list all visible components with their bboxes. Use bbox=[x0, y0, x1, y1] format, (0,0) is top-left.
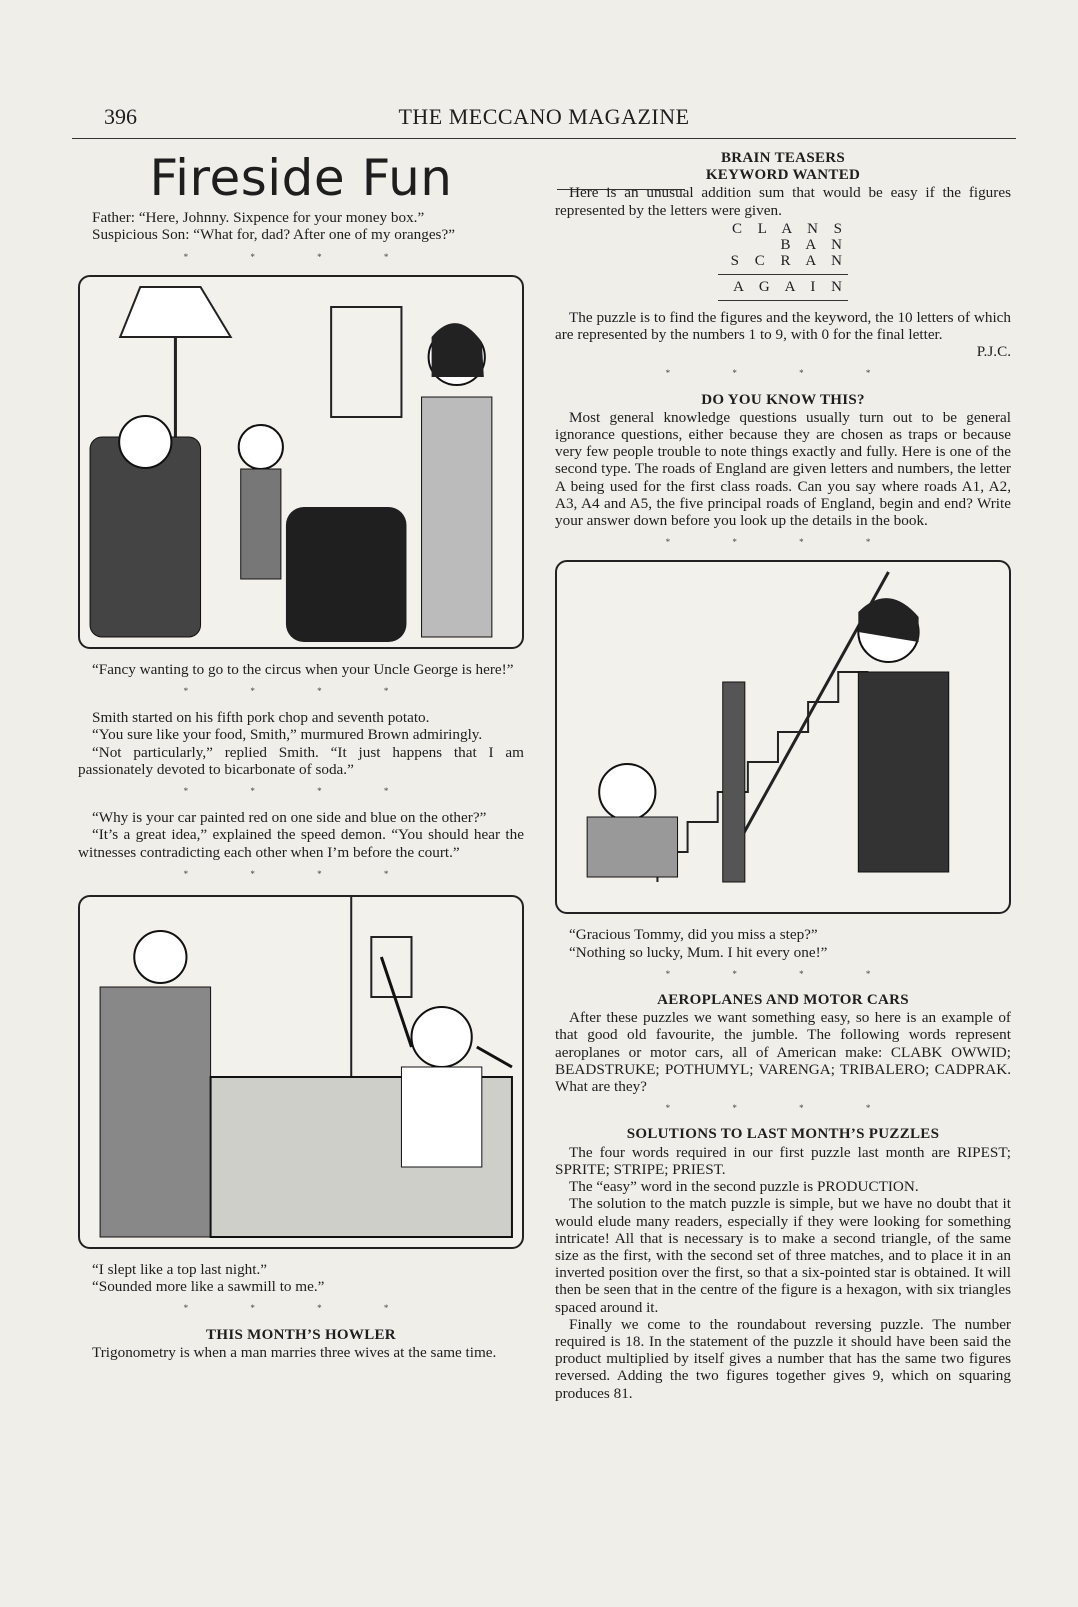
keyword-signature: P.J.C. bbox=[976, 343, 1011, 361]
know-text: Most general knowledge questions usually turn out to be general ignorance questions, either because they are chosen as traps or because very few people trouble to note things exactly and fully. Here is one of the second type. The roads of England are given letters and numbers, the letter A being used for the first class roads. Can you say where roads A1, A2, A3, A4 and A5, the five principal roads of England, begin and end? Write your answer down before you look up the details in the book. bbox=[555, 408, 1011, 530]
howler-heading: THIS MONTH’S HOWLER bbox=[206, 1326, 396, 1343]
keyword-text: The puzzle is to find the figures and the keyword, the 10 letters of which are represented by the numbers 1 to 9, with 0 for the final letter. bbox=[555, 308, 1011, 344]
sum-rule bbox=[718, 274, 848, 275]
cartoon-bedroom bbox=[78, 895, 524, 1249]
cartoon-bedroom-caption-2: “Sounded more like a sawmill to me.” bbox=[92, 1278, 325, 1296]
sum-row: S C R A N bbox=[730, 252, 848, 269]
separator-stars: * * * * bbox=[183, 251, 419, 262]
solutions-paragraph-4: Finally we come to the roundabout reversing puzzle. The number required is 18. In the statement of the puzzle it should have been said the product multiplied by itself gives a number that has the same two figures reversed. Adding the two figures together gives 9, which on squaring produces 81. bbox=[555, 1315, 1011, 1402]
cartoon-staircase bbox=[555, 560, 1011, 914]
aero-text: After these puzzles we want something easy, so here is an example of that good old favourite, the jumble. The following words represent aeroplanes or motor cars, all of American make: CLABK OWWID; BEADSTRUKE; POTHUMYL; VARENGA; TRIBALERO; CADPRAK. What are they? bbox=[555, 1009, 1011, 1096]
keyword-intro: Here is an unusual addition sum that would be easy if the figures represented by the letters were given. bbox=[555, 184, 1011, 219]
page-title: Fireside Fun bbox=[149, 149, 453, 207]
sum-rule bbox=[718, 300, 848, 301]
joke-smith-line-3: “Not particularly,” replied Smith. “It just happens that I am passionately devoted to bicarbonate of soda.” bbox=[78, 743, 524, 778]
cartoon-bedroom-drawing bbox=[80, 897, 522, 1247]
cartoon-living-room-caption: “Fancy wanting to go to the circus when your Uncle George is here!” bbox=[92, 660, 514, 678]
separator-stars: * * * * bbox=[665, 537, 901, 548]
solutions-paragraph-2: The “easy” word in the second puzzle is PRODUCTION. bbox=[569, 1178, 919, 1196]
right-column bbox=[555, 150, 1011, 1402]
page-header bbox=[72, 98, 1016, 139]
solutions-paragraph-1: The four words required in our first puzzle last month are RIPEST; SPRITE; STRIPE; PRIEST. bbox=[555, 1143, 1011, 1178]
separator-stars: * * * * bbox=[665, 368, 901, 379]
cartoon-bedroom-caption-1: “I slept like a top last night.” bbox=[92, 1261, 268, 1279]
howler-text: Trigonometry is when a man marries three wives at the same time. bbox=[92, 1343, 497, 1361]
brain-teasers-heading: BRAIN TEASERS bbox=[720, 150, 846, 166]
keyword-signature-row bbox=[555, 343, 1011, 360]
joke-car-line-1: “Why is your car painted red on one side and blue on the other?” bbox=[92, 809, 487, 827]
joke-father-line: Father: “Here, Johnny. Sixpence for your money box.” bbox=[92, 209, 425, 227]
cartoon-staircase-caption-1: “Gracious Tommy, did you miss a step?” bbox=[569, 926, 818, 944]
know-heading: DO YOU KNOW THIS? bbox=[701, 391, 865, 408]
cartoon-staircase-drawing bbox=[557, 562, 1009, 912]
joke-son-line: Suspicious Son: “What for, dad? After one of my oranges?” bbox=[92, 226, 455, 244]
separator-stars: * * * * bbox=[665, 968, 901, 979]
sum-row: B A N bbox=[780, 236, 848, 253]
sum-answer: A G A I N bbox=[733, 278, 848, 295]
separator-stars: * * * * bbox=[183, 1303, 419, 1314]
solutions-heading: SOLUTIONS TO LAST MONTH’S PUZZLES bbox=[626, 1126, 940, 1143]
addition-sum bbox=[718, 221, 848, 301]
page-number: 396 bbox=[104, 104, 137, 129]
separator-stars: * * * * bbox=[183, 868, 419, 879]
separator-stars: * * * * bbox=[183, 686, 419, 697]
sum-row: C L A N S bbox=[732, 220, 848, 237]
aero-heading: AEROPLANES AND MOTOR CARS bbox=[657, 992, 909, 1009]
left-column bbox=[78, 150, 524, 1361]
joke-smith-line-2: “You sure like your food, Smith,” murmured Brown admiringly. bbox=[92, 726, 483, 744]
keyword-heading: KEYWORD WANTED bbox=[705, 167, 861, 184]
joke-car-line-2: “It’s a great idea,” explained the speed demon. “You should hear the witnesses contradicting each other when I’m before the court.” bbox=[78, 826, 524, 861]
joke-smith-line-1: Smith started on his fifth pork chop and seventh potato. bbox=[92, 709, 430, 727]
cartoon-living-room-drawing bbox=[80, 277, 522, 647]
cartoon-staircase-caption-2: “Nothing so lucky, Mum. I hit every one!” bbox=[569, 943, 828, 961]
separator-stars: * * * * bbox=[665, 1103, 901, 1114]
cartoon-living-room bbox=[78, 275, 524, 649]
separator-stars: * * * * bbox=[183, 786, 419, 797]
magazine-title: THE MECCANO MAGAZINE bbox=[398, 104, 690, 129]
solutions-paragraph-3: The solution to the match puzzle is simple, but we have no doubt that it would elude many readers, especially if they were looking for something intricate! All that is necessary is to make a second triangle, of the same size as the first, with the second set of three matches, and to place it in an inverted position over the first, so that a six-pointed star is obtained. It will then be seen that in the centre of the figure is a hexagon, with six triangles spaced around it. bbox=[555, 1195, 1011, 1316]
